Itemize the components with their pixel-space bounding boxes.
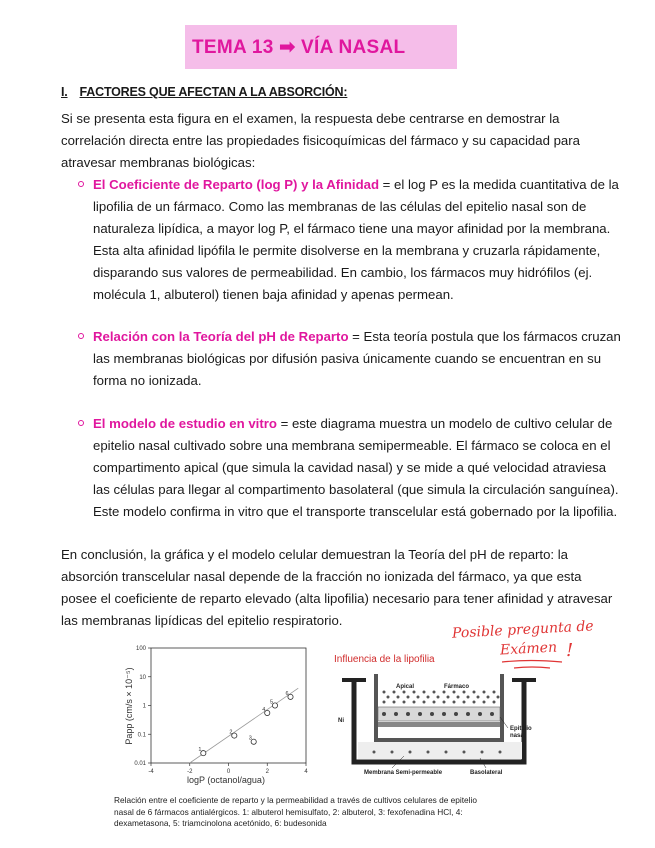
drug-dot [477,696,480,699]
section-heading [61,85,347,99]
data-point [288,694,293,699]
drug-dot [373,751,376,754]
trend-line [190,688,299,763]
drug-dot [407,696,410,699]
drug-dot [463,701,466,704]
cell-culture-diagram [334,672,564,790]
drug-dot [433,691,436,694]
drug-dot [453,691,456,694]
x-axis-label: logP (octanol/agua) [187,775,265,785]
handwritten-note-line2: Exámen [499,639,558,659]
drug-dot [443,701,446,704]
cell-nucleus [394,712,398,716]
bullet-item [78,413,623,523]
data-point [251,739,256,744]
drug-dot [413,691,416,694]
x-tick-label: 4 [304,769,308,775]
drug-dot [433,701,436,704]
bullet-text: = el log P es la medida cuantitativa de la lipofilia de un fármaco. Como las membranas de las células del epitelio nasal son de naturaleza lipídica, a mayor log P, el fármaco tiene una mayor afinidad por la membrana. Esta alta afinidad lipófila le permite disolverse en la membrana y cruzarla rápidamente, disparando sus valores de permeabilidad. En cambio, los fármacos muy hidrófilos (ej. molécula 1, albuterol) tienen baja afinidad y apenas permean. [93,177,619,302]
drug-dot [423,691,426,694]
bullet-marker-icon [78,181,84,187]
drug-dot [387,696,390,699]
handwritten-underline [500,658,570,672]
data-point-label: 1 [198,747,202,754]
drug-dot [423,701,426,704]
cell-nucleus [490,712,494,716]
cell-nucleus [478,712,482,716]
data-point-label: 3 [248,735,252,742]
section-number: I. [61,85,68,99]
data-point-label: 6 [285,690,289,697]
drug-dot [403,701,406,704]
bullet-text: = este diagrama muestra un modelo de cultivo celular de epitelio nasal cultivado sobre una membrana semipermeable. El fármaco se coloca en el compartimento apical (que simula la cavidad nasal) y se mide a qué velocidad atraviesa las células para llegar al compartimento basolateral (que simula la circulación sanguínea). Este modelo confirma in vitro que el transporte transcelular está gobernado por la lipofilia. [93,416,619,519]
data-point [265,710,270,715]
plot-frame [151,648,306,763]
drug-dot [457,696,460,699]
drug-dot [447,696,450,699]
drug-dot [481,751,484,754]
apical-label: Apical [396,684,415,690]
section-heading-text: FACTORES QUE AFECTAN A LA ABSORCIÓN: [79,85,348,99]
drug-dot [403,691,406,694]
drug-dot [483,691,486,694]
side-label: Ni [338,718,344,724]
drug-dot [463,691,466,694]
drug-dot [493,691,496,694]
cell-nucleus [382,712,386,716]
cell-nucleus [418,712,422,716]
drug-dot [497,696,500,699]
drug-dot [409,751,412,754]
drug-dot [443,691,446,694]
x-tick-label: -4 [148,769,154,775]
drug-dot [413,701,416,704]
drug-dot [473,701,476,704]
cell-nucleus [466,712,470,716]
y-tick-label: 0.1 [137,732,146,739]
data-point-label: 2 [229,729,233,736]
x-tick-label: 2 [265,769,269,775]
drug-dot [383,701,386,704]
drug-dot [463,751,466,754]
diagram-heading: Influencia de la lipofilia [334,654,435,665]
basolateral-compartment [358,742,522,759]
handwritten-exclamation: ! [566,640,574,661]
drug-dot [437,696,440,699]
y-tick-label: 1 [142,703,146,710]
cell-nucleus [406,712,410,716]
drug-molecules [383,691,500,704]
semipermeable-membrane [378,722,500,727]
data-point [232,733,237,738]
drug-dot [427,696,430,699]
drug-dot [393,691,396,694]
drug-dot [445,751,448,754]
bullet-marker-icon [78,333,84,339]
drug-dot [417,696,420,699]
data-point-label: 5 [270,699,274,706]
drug-dot [473,691,476,694]
cell-nucleus [454,712,458,716]
epithelium-label: Epitelio nasal [510,726,532,739]
data-point-label: 4 [262,706,266,713]
figure-caption: Relación entre el coeficiente de reparto y la permeabilidad a través de cultivos celulares de epitelio nasal de 6 fármacos antialérgicos. 1: albuterol hemisulfato, 2: albuterol, 3: fexofenadina HCl, 4: dexametasona, 5: triamcinolona acetónido, 6: budesonida [114,795,477,828]
drug-dot [487,696,490,699]
bullet-key: El Coeficiente de Reparto (log P) y la Afinidad [93,177,380,192]
y-tick-label: 100 [135,646,146,652]
x-tick-label: -2 [187,769,193,775]
x-tick-label: 0 [226,769,231,775]
drug-dot [453,701,456,704]
bullet-key: Relación con la Teoría del pH de Reparto [93,329,349,344]
data-point [201,751,206,756]
handwritten-note-line1: Posible pregunta de [451,618,595,642]
drug-dot [391,751,394,754]
cell-nucleus [430,712,434,716]
drug-dot [383,691,386,694]
bullet-item [78,326,623,392]
data-point [272,703,277,708]
membrane-label: Membrana Semi-permeable [364,770,443,776]
intro-paragraph: Si se presenta esta figura en el examen, la respuesta debe centrarse en demostrar la correlación directa entre las propiedades fisicoquímicas del fármaco y su capacidad para atravesar membranas biológicas: [61,111,580,170]
bullet-key: El modelo de estudio en vitro [93,416,277,431]
bullet-marker-icon [78,420,84,426]
drug-dot [493,701,496,704]
drug-dot [499,751,502,754]
title-box [185,25,457,69]
y-tick-label: 0.01 [134,761,146,767]
y-tick-label: 10 [139,674,146,681]
drug-dot [427,751,430,754]
drug-dot [397,696,400,699]
lipophilia-scatter-chart [108,640,318,790]
drug-label: Fármaco [444,684,470,690]
drug-dot [393,701,396,704]
conclusion-paragraph: En conclusión, la gráfica y el modelo celular demuestran la Teoría del pH de reparto: la absorción transcelular nasal depende de la fracción no ionizada del fármaco, ya que esta posee el coeficiente de reparto elevado (alta lipofilia) necesario para tener afinidad y atravesar las membranas lipídicas del epitelio respiratorio. [61,547,613,628]
page-title: TEMA 13 ➡ VÍA NASAL [192,36,406,58]
cell-nucleus [442,712,446,716]
drug-dot [483,701,486,704]
y-axis-label: Papp (cm/s × 10⁻⁵) [124,667,134,745]
bullet-text: = Esta teoría postula que los fármacos cruzan las membranas biológicas por difusión pasiva únicamente cuando se encuentran en su forma no ionizada. [93,329,621,388]
bullet-item [78,174,623,306]
basolateral-label: Basolateral [470,770,503,776]
drug-dot [467,696,470,699]
